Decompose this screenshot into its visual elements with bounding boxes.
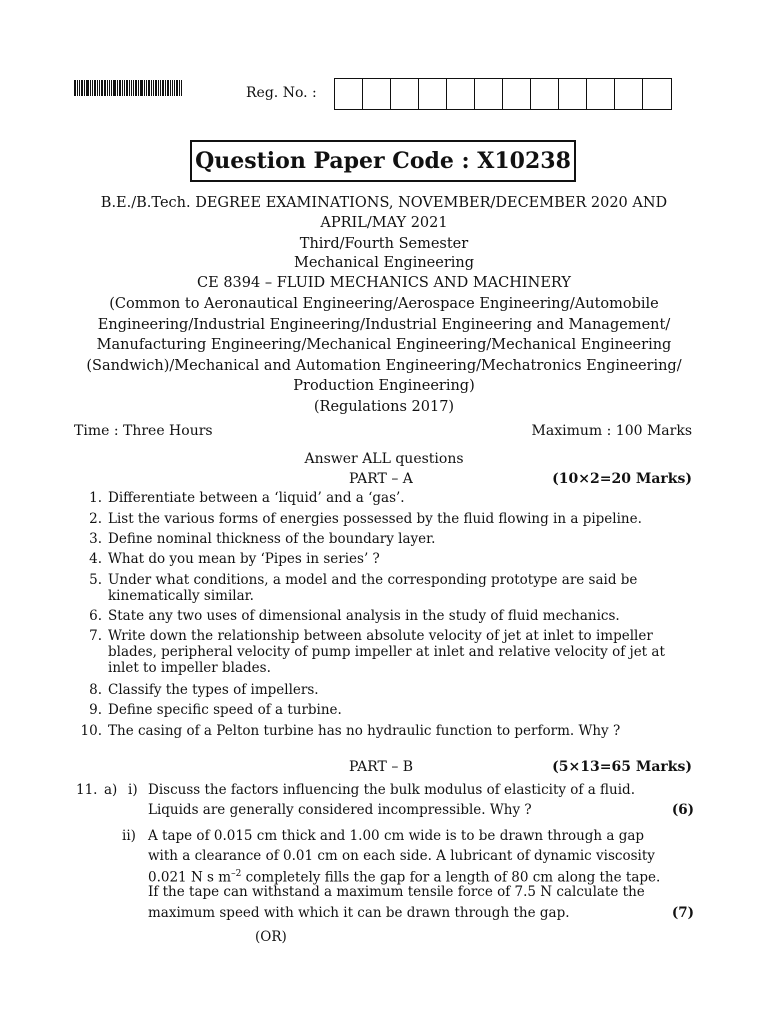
question-line: Under what conditions, a model and the corresponding prototype are said be bbox=[108, 572, 638, 588]
paper-code-box: Question Paper Code : X10238 bbox=[190, 140, 576, 182]
regulations: (Regulations 2017) bbox=[313, 399, 455, 415]
reg-no-boxes[interactable] bbox=[334, 78, 672, 110]
part-a-question bbox=[72, 511, 692, 527]
sub-ii-line-1: A tape of 0.015 cm thick and 1.00 cm wide is to be drawn through a gap bbox=[148, 828, 645, 844]
question-number: 2. bbox=[89, 511, 102, 527]
sub-ii-line-3a: 0.021 N s m bbox=[148, 869, 232, 886]
question-line: What do you mean by ‘Pipes in series’ ? bbox=[108, 551, 380, 567]
degree-line-1: B.E./B.Tech. DEGREE EXAMINATIONS, NOVEMBER/DECEMBER 2020 AND bbox=[100, 195, 668, 211]
reg-no-digit-box[interactable] bbox=[559, 79, 587, 109]
sub-ii-exponent: –2 bbox=[231, 869, 242, 879]
question-line: Differentiate between a ‘liquid’ and a ‘gas’. bbox=[108, 490, 405, 506]
sub-ii-line-3b: completely fills the gap for a length of 80 cm along the tape. bbox=[241, 869, 661, 886]
q11-a-label: a) bbox=[104, 782, 118, 798]
part-a-question bbox=[72, 723, 692, 739]
instruction: Answer ALL questions bbox=[304, 451, 464, 467]
common-line-4: (Sandwich)/Mechanical and Automation Engineering/Mechatronics Engineering/ bbox=[86, 358, 682, 374]
part-a-question bbox=[72, 628, 692, 676]
question-line: Classify the types of impellers. bbox=[108, 682, 319, 698]
part-b-marks: (5×13=65 Marks) bbox=[552, 759, 692, 775]
part-a-question bbox=[72, 682, 692, 698]
question-line: Write down the relationship between absolute velocity of jet at inlet to impeller bbox=[108, 628, 653, 644]
question-text bbox=[108, 531, 692, 547]
question-line: Define specific speed of a turbine. bbox=[108, 702, 342, 718]
question-number: 1. bbox=[89, 490, 102, 506]
max-marks-label: Maximum : 100 Marks bbox=[531, 423, 692, 439]
common-line-5: Production Engineering) bbox=[293, 378, 475, 394]
part-a-question bbox=[72, 608, 692, 624]
part-a-question bbox=[72, 551, 692, 567]
question-text bbox=[108, 608, 692, 624]
question-text bbox=[108, 682, 692, 698]
reg-no-digit-box[interactable] bbox=[531, 79, 559, 109]
question-text bbox=[108, 490, 692, 506]
reg-no-digit-box[interactable] bbox=[335, 79, 363, 109]
question-text bbox=[108, 572, 692, 604]
question-number: 8. bbox=[89, 682, 102, 698]
sub-ii-label: ii) bbox=[122, 828, 136, 844]
reg-no-digit-box[interactable] bbox=[475, 79, 503, 109]
or-label: (OR) bbox=[255, 929, 287, 945]
question-text bbox=[108, 628, 692, 676]
question-line: The casing of a Pelton turbine has no hydraulic function to perform. Why ? bbox=[108, 723, 621, 739]
question-number: 5. bbox=[89, 572, 102, 588]
sub-ii-line-5-text: maximum speed with which it can be drawn through the gap. bbox=[148, 905, 570, 921]
part-a-question bbox=[72, 490, 692, 506]
course-title: CE 8394 – FLUID MECHANICS AND MACHINERY bbox=[197, 275, 571, 291]
department: Mechanical Engineering bbox=[293, 255, 475, 271]
reg-no-label: Reg. No. : bbox=[246, 85, 317, 101]
question-text bbox=[108, 723, 692, 739]
part-a-question bbox=[72, 572, 692, 604]
question-number: 10. bbox=[80, 723, 102, 739]
sub-i-marks: (6) bbox=[671, 802, 694, 818]
sub-ii-line-3 bbox=[148, 866, 694, 886]
question-number: 6. bbox=[89, 608, 102, 624]
sub-ii-line-4: If the tape can withstand a maximum tensile force of 7.5 N calculate the bbox=[148, 884, 645, 900]
question-line: State any two uses of dimensional analysis in the study of fluid mechanics. bbox=[108, 608, 620, 624]
part-a-question bbox=[72, 531, 692, 547]
degree-line-2: APRIL/MAY 2021 bbox=[320, 215, 448, 231]
sub-i-line-2-text: Liquids are generally considered incompressible. Why ? bbox=[148, 802, 532, 818]
semester: Third/Fourth Semester bbox=[299, 236, 469, 252]
question-number: 7. bbox=[89, 628, 102, 644]
part-a-marks: (10×2=20 Marks) bbox=[552, 471, 692, 487]
question-number: 9. bbox=[89, 702, 102, 718]
question-line: blades, peripheral velocity of pump impeller at inlet and relative velocity of jet at bbox=[108, 644, 665, 660]
part-a-question bbox=[72, 702, 692, 718]
reg-no-digit-box[interactable] bbox=[363, 79, 391, 109]
sub-i-line-1: Discuss the factors influencing the bulk modulus of elasticity of a fluid. bbox=[148, 782, 635, 798]
sub-i-label: i) bbox=[128, 782, 138, 798]
reg-no-digit-box[interactable] bbox=[587, 79, 615, 109]
question-line: kinematically similar. bbox=[108, 588, 254, 604]
question-text bbox=[108, 551, 692, 567]
common-line-1: (Common to Aeronautical Engineering/Aerospace Engineering/Automobile bbox=[109, 296, 659, 312]
part-b-label: PART – B bbox=[349, 759, 414, 775]
reg-no-digit-box[interactable] bbox=[419, 79, 447, 109]
common-line-2: Engineering/Industrial Engineering/Industrial Engineering and Management/ bbox=[97, 317, 671, 333]
question-number: 4. bbox=[89, 551, 102, 567]
question-text bbox=[108, 511, 692, 527]
question-line: List the various forms of energies possessed by the fluid flowing in a pipeline. bbox=[108, 511, 642, 527]
question-line: Define nominal thickness of the boundary layer. bbox=[108, 531, 436, 547]
barcode-image bbox=[74, 80, 186, 96]
question-text bbox=[108, 702, 692, 718]
time-marks-row bbox=[74, 423, 692, 439]
sub-ii-marks: (7) bbox=[671, 905, 694, 921]
reg-no-digit-box[interactable] bbox=[643, 79, 671, 109]
q11-number: 11. bbox=[76, 782, 98, 798]
sub-i-line-2 bbox=[148, 802, 694, 818]
part-a-label: PART – A bbox=[349, 471, 413, 487]
question-number: 3. bbox=[89, 531, 102, 547]
sub-ii-line-5 bbox=[148, 905, 694, 921]
reg-no-digit-box[interactable] bbox=[447, 79, 475, 109]
question-line: inlet to impeller blades. bbox=[108, 660, 271, 676]
sub-ii-line-2: with a clearance of 0.01 cm on each side. A lubricant of dynamic viscosity bbox=[148, 848, 655, 864]
time-label: Time : Three Hours bbox=[74, 423, 213, 439]
reg-no-digit-box[interactable] bbox=[503, 79, 531, 109]
reg-no-digit-box[interactable] bbox=[615, 79, 643, 109]
common-line-3: Manufacturing Engineering/Mechanical Engineering/Mechanical Engineering bbox=[96, 337, 672, 353]
reg-no-digit-box[interactable] bbox=[391, 79, 419, 109]
